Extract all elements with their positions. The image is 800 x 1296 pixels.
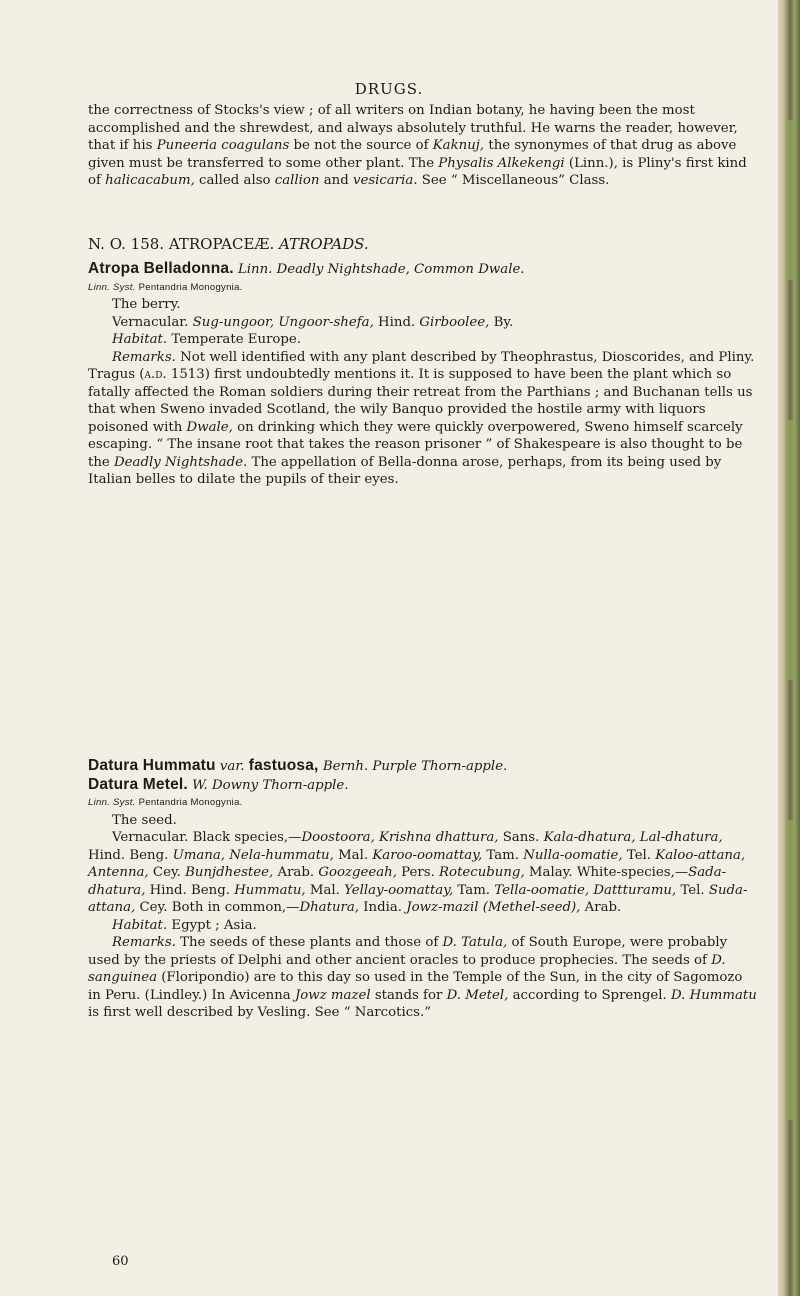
syst-label: Linn. Syst. xyxy=(88,797,136,808)
vernacular-name: Bunjdhestee, xyxy=(185,865,274,880)
vernacular-name: Girboolee, xyxy=(419,314,490,330)
vernacular-name: Hummatu, xyxy=(234,882,306,898)
vernacular-name: Karoo-oomattay, xyxy=(372,847,483,863)
common-name: Downy Thorn-apple. xyxy=(211,777,349,793)
intro-italic: Kaknuj, xyxy=(432,138,485,153)
vernacular-lang: Hind. Beng. xyxy=(145,882,235,898)
order-heading xyxy=(88,236,758,254)
intro-text: the correctness of Stocks's view ; of all writers on Indian botany, he having been the most accomplished and the shrewdest, and always absolutely truthful. He warns the reader, however, that if his xyxy=(88,103,738,153)
vernacular-lang: Tel. xyxy=(622,847,656,863)
intro-text: called also xyxy=(194,173,275,188)
intro-italic: Physalis Alkekengi xyxy=(438,155,565,171)
vernacular-lang: Cey. xyxy=(148,865,186,880)
vernacular-name: Doostoora, Krishna dhattura, xyxy=(301,830,499,845)
common-name: Purple Thorn-apple. xyxy=(372,759,508,774)
vernacular-name: Rotecubung, xyxy=(439,865,525,880)
vernacular-lang: Tel. xyxy=(676,882,709,898)
plant-name: Datura Hummatu xyxy=(88,757,216,774)
page-edge-binding xyxy=(778,0,800,1296)
vernacular-text: Black species,— xyxy=(192,830,302,845)
running-head: DRUGS. xyxy=(354,80,424,98)
vernacular-label: Vernacular. xyxy=(112,830,189,845)
vernacular-name: Dhatura, xyxy=(299,900,360,915)
vernacular-label: Vernacular. xyxy=(112,314,189,330)
order-italic-name: ATROPADS. xyxy=(279,235,369,253)
binding-stain xyxy=(786,820,794,1120)
remarks-paragraph xyxy=(88,349,758,489)
vernacular-name: Suda-attana, xyxy=(88,882,748,915)
remarks-text: The seeds of these plants and those of xyxy=(180,935,443,950)
vernacular-name: Nulla-oomatie, xyxy=(523,847,623,863)
intro-italic: halicacabum, xyxy=(105,173,195,188)
remarks-italic: D. Hummatu xyxy=(670,987,757,1003)
part-used: The berry. xyxy=(112,297,181,312)
remarks-text: stands for xyxy=(370,987,447,1003)
habitat-line xyxy=(88,917,758,935)
vernacular-name: Kala-dhatura, Lal-dhatura, xyxy=(543,830,723,845)
datura-section xyxy=(88,757,758,1022)
order-name: ATROPACEÆ. xyxy=(168,235,275,253)
remarks-italic: Deadly Nightshade. xyxy=(114,454,248,470)
remarks-era: a.d. xyxy=(144,367,167,382)
remarks-text: of South Europe, were probably used by the priests of Delphi and other ancient oracles to produce prophecies. The seeds of xyxy=(88,935,728,968)
vernacular-name: Yellay-oomattay, xyxy=(344,882,454,898)
vernacular-lang: Pers. xyxy=(396,865,440,880)
remarks-text: according to Sprengel. xyxy=(508,987,671,1003)
order-number: N. O. 158. xyxy=(88,235,165,253)
vernacular-lang: India. xyxy=(359,900,407,915)
page-number: 60 xyxy=(112,1254,129,1269)
vernacular-name: Sada-dhatura, xyxy=(88,865,727,898)
variety-label: var. xyxy=(219,759,245,774)
remarks-text: (Floripondio) are to this day so used in the Temple of the Sun, in the city of Sagomozo in Peru. (Lindley.) In Avicenna xyxy=(88,970,743,1003)
syst-value: Pentandria Monogynia. xyxy=(138,797,243,808)
vernacular-lang: By. xyxy=(489,314,514,330)
intro-italic: vesicaria. xyxy=(352,173,418,188)
vernacular-lang: Hind. xyxy=(373,314,420,330)
plant-name: Atropa Belladonna. xyxy=(88,260,234,277)
intro-text: be not the source of xyxy=(289,138,433,153)
vernacular-lang: Malay. White-species,— xyxy=(524,865,689,880)
habitat-value: Temperate Europe. xyxy=(171,332,302,347)
vernacular-name: Umana, Nela-hummatu, xyxy=(172,847,334,863)
habitat-value: Egypt ; Asia. xyxy=(171,917,257,933)
binding-stain xyxy=(786,420,794,680)
vernacular-lang: Cey. Both in common,— xyxy=(135,900,300,915)
authority: W. xyxy=(192,777,208,793)
remarks-italic: D. sanguinea xyxy=(88,952,726,985)
authority: Bernh. xyxy=(322,759,369,774)
remarks-text: is first well described by Vesling. See “ Narcotics.” xyxy=(88,1005,432,1020)
vernacular-name: Goozgeeah, xyxy=(318,865,397,880)
intro-text: (Linn.), is Pliny's first kind of xyxy=(88,155,747,188)
remarks-paragraph xyxy=(88,934,758,1022)
remarks-italic: D. Metel, xyxy=(446,987,509,1003)
remarks-text: The appellation of Bella-donna arose, perhaps, from its being used by Italian belles to dilate the pupils of their eyes. xyxy=(88,454,722,487)
vernacular-name: Kaloo-attana, Antenna, xyxy=(88,847,746,880)
common-name: Deadly Nightshade, Common Dwale. xyxy=(276,262,525,277)
remarks-italic: D. Tatula, xyxy=(442,935,508,950)
vernacular-lang: Arab. xyxy=(273,865,319,880)
vernacular-name: Tella-oomatie, Dattturamu, xyxy=(494,882,677,898)
vernacular-lang: Sans. xyxy=(498,830,544,845)
vernacular-paragraph xyxy=(88,829,758,917)
remarks-label: Remarks. xyxy=(112,935,176,950)
intro-paragraph xyxy=(88,102,758,190)
intro-text: See “ Miscellaneous” Class. xyxy=(417,173,610,188)
habitat-line xyxy=(88,331,758,349)
syst-value: Pentandria Monogynia. xyxy=(138,281,243,293)
habitat-label: Habitat. xyxy=(112,332,168,347)
vernacular-lang: Tam. xyxy=(482,847,524,863)
intro-italic: Puneeria coagulans xyxy=(156,138,290,153)
remarks-italic: Dwale, xyxy=(186,419,233,435)
remarks-label: Remarks. xyxy=(112,349,176,365)
remarks-italic: Jowz mazel xyxy=(294,987,371,1003)
remarks-text: Not well identified with any plant described by Theophrastus, Dioscorides, and Pliny. Tragus ( xyxy=(88,349,755,382)
plant-name: Datura Metel. xyxy=(88,775,188,793)
binding-stain xyxy=(786,120,794,280)
part-used: The seed. xyxy=(112,812,177,828)
plant-name: fastuosa, xyxy=(248,757,319,774)
intro-text: the synonymes of that drug as above given must be transferred to some other plant. The xyxy=(88,138,737,171)
intro-italic: callion xyxy=(274,173,320,188)
intro-text: and xyxy=(319,173,353,188)
syst-label: Linn. Syst. xyxy=(88,281,136,293)
vernacular-lang: Mal. xyxy=(305,882,345,898)
authority: Linn. xyxy=(237,262,273,277)
vernacular-lang: Hind. Beng. xyxy=(88,847,173,863)
vernacular-lang: Mal. xyxy=(333,847,373,863)
vernacular-name: Jowz-mazil (Methel-seed), xyxy=(406,900,581,915)
atropa-section xyxy=(88,260,758,489)
vernacular-line xyxy=(88,314,758,332)
remarks-text: on drinking which they were quickly overpowered, Sweno himself scarcely escaping. “ The insane root that takes the reason prisoner ” of Shakespeare is also thought to be the xyxy=(88,419,743,470)
habitat-label: Habitat. xyxy=(112,917,168,933)
vernacular-lang: Tam. xyxy=(453,882,495,898)
remarks-text: 1513) first undoubtedly mentions it. It is supposed to have been the plant which so fatally affected the Roman soldiers during their retreat from the Parthians ; and Buchanan tells us that when Sweno invaded Scotland, the wily Banquo provided the hostile army with liquors poisoned with xyxy=(88,367,753,435)
vernacular-name: Sug-ungoor, Ungoor-shefa, xyxy=(192,314,374,330)
vernacular-lang: Arab. xyxy=(580,900,622,915)
